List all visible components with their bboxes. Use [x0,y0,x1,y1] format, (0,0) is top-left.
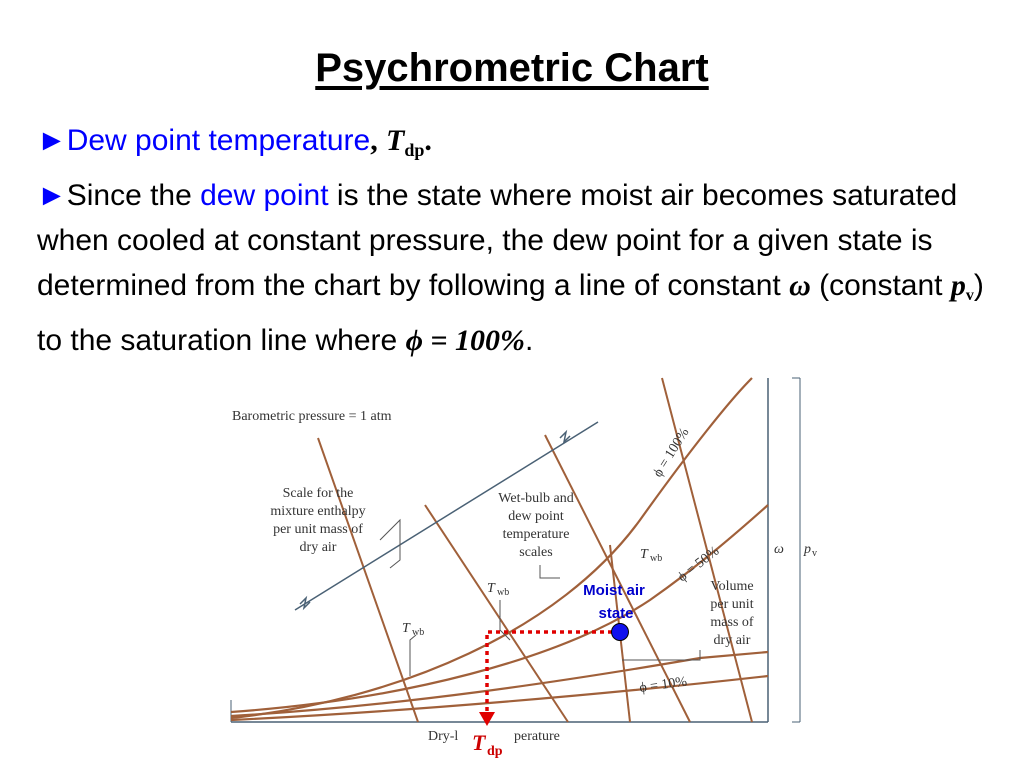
volume-label-2: per unit [710,597,754,612]
twb-subscript: wb [412,627,425,638]
omega-axis-label: ω [774,542,784,557]
volume-label-4: dry air [713,633,751,648]
wetbulb-leader-line [540,565,560,578]
phi-equation: ϕ = 100% [405,324,526,357]
dew-point-arrowhead [479,712,495,726]
page-title: Psychrometric Chart [315,46,709,90]
dew-point-term: dew point [200,179,329,212]
volume-label-3: mass of [710,615,754,630]
dry-bulb-label-right: perature [514,729,560,744]
wetbulb-scales-label-2: dew point [508,509,564,524]
pv-symbol-diagram: p [804,542,811,557]
tdp-symbol-diagram: T [472,730,486,755]
bullet-glyph: ► [37,179,67,212]
tdp-subscript: dp [404,140,425,160]
tdp-symbol: T [386,124,405,157]
twb-symbol: T [640,547,648,562]
text-segment: Since the [66,179,201,212]
moist-air-state-point [612,624,629,641]
volume-leader-line [622,650,700,660]
wetbulb-scales-label-3: temperature [502,527,570,542]
twb-subscript: wb [650,553,663,564]
period: . [525,324,534,357]
phi-10-curve [231,676,768,720]
phi-10-label: ϕ = 10% [638,674,689,696]
dry-bulb-label-left: Dry-l [428,729,459,744]
enthalpy-leader-line [380,520,400,568]
tdp-marker-label [472,730,503,759]
twb-symbol: T [487,581,495,596]
pv-subscript-diagram: v [812,548,817,559]
enthalpy-label-1: Scale for the [282,486,354,501]
text-segment: is the state where moist air becomes saturated when cooled at constant pressure, the dew point for a given state is determined from the chart by following a line of constant [37,179,958,302]
period: . [424,124,432,157]
twb-label-left [402,621,424,638]
enthalpy-label-4: dry air [299,540,337,555]
text-segment: (constant [810,269,951,302]
twb-left-leader [410,635,416,676]
pv-subscript: v [965,287,974,304]
pv-symbol: p [950,269,966,302]
phi-100-label: ϕ = 100% [650,425,693,481]
twb-subscript: wb [497,587,510,598]
twb-label-top-right [640,547,662,564]
moist-air-label-1: Moist air [583,582,645,599]
omega-symbol: ω [789,269,811,302]
barometric-label: Barometric pressure = 1 atm [232,409,392,424]
wet-bulb-line-1 [318,438,418,722]
phi-50-label: ϕ = 50% [675,543,723,586]
tdp-subscript-diagram: dp [487,744,503,759]
twb-symbol: T [402,621,410,636]
twb-label-middle [487,581,509,598]
moist-air-label-2: state [598,605,634,622]
wetbulb-scales-label-1: Wet-bulb and [498,491,574,506]
text-segment: ) to the saturation line where [37,269,984,357]
dew-point-temperature-term: Dew point temperature [66,124,371,157]
comma: , [370,124,378,157]
enthalpy-label-3: per unit mass of [273,522,363,537]
bullet-glyph: ► [37,124,67,157]
pv-axis-label [803,542,817,559]
volume-label-1: Volume [710,579,754,594]
enthalpy-label-2: mixture enthalpy [270,504,366,519]
wetbulb-scales-label-4: scales [519,545,553,560]
